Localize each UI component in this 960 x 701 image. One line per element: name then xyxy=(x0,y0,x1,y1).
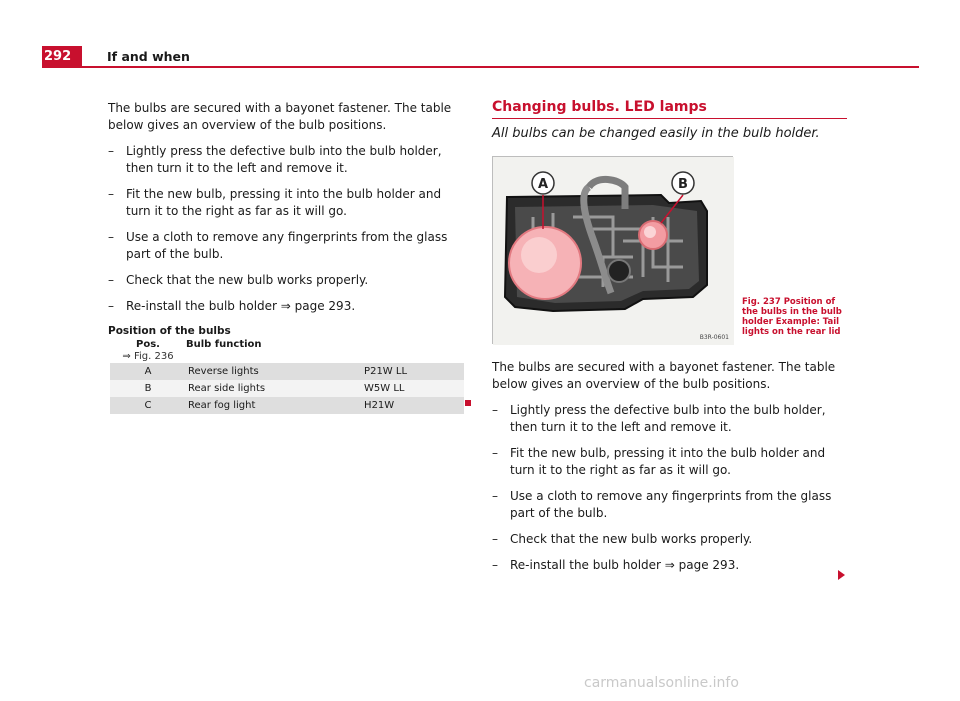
label-b: B xyxy=(678,177,688,192)
cell-pos: A xyxy=(110,363,186,380)
dash: – xyxy=(108,187,114,201)
right-intro: The bulbs are secured with a bayonet fastener. The table below gives an overview of the bulb positions. xyxy=(492,360,836,391)
left-step-text: Re-install the bulb holder ⇒ page 293. xyxy=(126,299,356,313)
cell-bulb: W5W LL xyxy=(362,380,464,397)
header-pos-label: Pos. xyxy=(136,339,160,350)
left-step xyxy=(108,229,468,263)
right-step-text: Fit the new bulb, pressing it into the bulb holder and turn it to the right as far as it will go. xyxy=(510,446,826,477)
dash: – xyxy=(492,558,498,572)
left-step-text: Fit the new bulb, pressing it into the bulb holder and turn it to the right as far as it will go. xyxy=(126,187,442,218)
left-intro: The bulbs are secured with a bayonet fastener. The table below gives an overview of the bulb positions. xyxy=(108,101,452,132)
label-a: A xyxy=(537,177,549,192)
left-step xyxy=(108,272,468,289)
left-step-text: Lightly press the defective bulb into the bulb holder, then turn it to the left and remove it. xyxy=(126,144,442,175)
table-title: Position of the bulbs xyxy=(108,325,231,337)
bulb-holder-illustration xyxy=(493,157,734,345)
cell-function: Rear side lights xyxy=(186,380,362,397)
cell-function: Rear fog light xyxy=(186,397,362,414)
dash: – xyxy=(492,403,498,417)
left-step-text: Check that the new bulb works properly. xyxy=(126,273,369,287)
right-step-text: Lightly press the defective bulb into the bulb holder, then turn it to the left and remove it. xyxy=(510,403,826,434)
dash: – xyxy=(492,489,498,503)
continue-arrow-icon xyxy=(838,570,845,580)
section-title: Changing bulbs. LED lamps xyxy=(492,99,707,115)
dash: – xyxy=(108,230,114,244)
table-row xyxy=(110,380,464,397)
cell-pos: B xyxy=(110,380,186,397)
header-bulb xyxy=(362,337,464,363)
dash: – xyxy=(108,144,114,158)
cell-bulb: H21W xyxy=(362,397,464,414)
right-step-text: Use a cloth to remove any fingerprints from the glass part of the bulb. xyxy=(510,489,832,520)
right-step xyxy=(492,488,852,522)
dash: – xyxy=(108,273,114,287)
section-rule xyxy=(492,118,847,119)
dash: – xyxy=(492,532,498,546)
dash: – xyxy=(108,299,114,313)
watermark: carmanualsonline.info xyxy=(584,675,739,691)
right-step xyxy=(492,445,852,479)
bulb-position-table xyxy=(110,337,464,414)
figure-code: B3R-0601 xyxy=(699,334,729,341)
chapter-title: If and when xyxy=(107,49,190,64)
dash: – xyxy=(492,446,498,460)
header-pos xyxy=(110,337,186,363)
page-number: 292 xyxy=(42,46,82,68)
bulb-holder-figure xyxy=(492,156,733,344)
section-end-marker xyxy=(465,400,471,406)
right-step xyxy=(492,402,852,436)
table-header-row xyxy=(110,337,464,363)
left-step-text: Use a cloth to remove any fingerprints from the glass part of the bulb. xyxy=(126,230,448,261)
table-row xyxy=(110,397,464,414)
table-row xyxy=(110,363,464,380)
header-function: Bulb function xyxy=(186,339,262,350)
fig-reference-link[interactable]: ⇒ Fig. 236 xyxy=(122,351,174,362)
cell-function: Reverse lights xyxy=(186,363,362,380)
right-step-text: Re-install the bulb holder ⇒ page 293. xyxy=(510,558,740,572)
section-lead: All bulbs can be changed easily in the bulb holder. xyxy=(492,126,820,141)
left-column xyxy=(108,100,468,337)
left-step xyxy=(108,186,468,220)
cell-bulb: P21W LL xyxy=(362,363,464,380)
left-step xyxy=(108,298,468,315)
cell-pos: C xyxy=(110,397,186,414)
right-step xyxy=(492,531,852,548)
right-step xyxy=(492,557,852,574)
left-step xyxy=(108,143,468,177)
right-step-text: Check that the new bulb works properly. xyxy=(510,532,753,546)
figure-caption: Fig. 237 Position of the bulbs in the bulb holder Example: Tail lights on the rear lid xyxy=(742,297,842,337)
right-column-text xyxy=(492,359,852,574)
header-rule xyxy=(42,66,919,68)
